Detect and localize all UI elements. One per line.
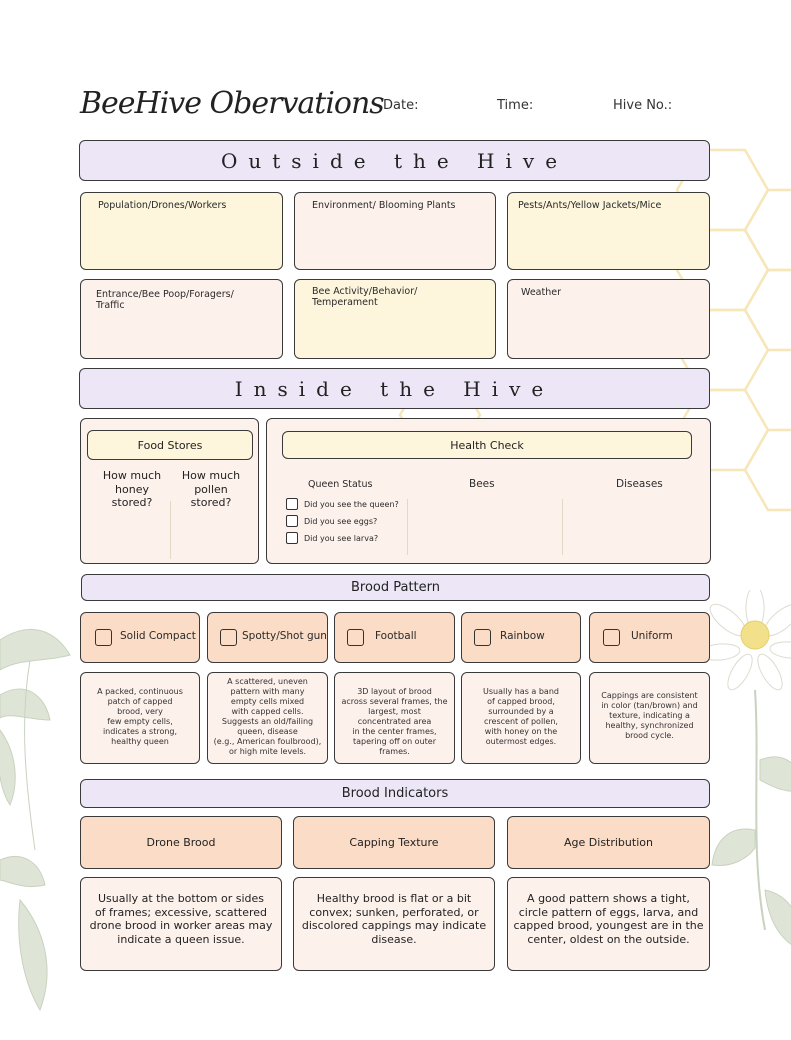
spotty-label: Spotty/Shot gun <box>242 630 327 642</box>
pattern-option-solid-compact[interactable] <box>80 612 200 663</box>
uniform-checkbox[interactable] <box>603 629 620 646</box>
capping-texture-text: Healthy brood is flat or a bit convex; sunken, perforated, or discolored cappings may indicate disease. <box>301 892 487 946</box>
population-label: Population/Drones/Workers <box>98 200 227 211</box>
pattern-desc-rainbow <box>461 672 581 764</box>
pests-box[interactable] <box>507 192 710 270</box>
pattern-desc-football <box>334 672 455 764</box>
health-check-panel <box>266 418 711 564</box>
pattern-option-football[interactable] <box>334 612 455 663</box>
queen-status-label: Queen Status <box>308 479 373 490</box>
weather-label: Weather <box>521 287 561 298</box>
football-checkbox[interactable] <box>347 629 364 646</box>
entrance-label: Entrance/Bee Poop/Foragers/ Traffic <box>96 289 234 311</box>
honey-question: How much honey stored? <box>102 469 162 509</box>
outside-hive-heading-text: Outside the Hive <box>220 148 569 173</box>
rainbow-label: Rainbow <box>500 630 545 642</box>
bee-activity-box[interactable] <box>294 279 496 359</box>
inside-hive-heading <box>79 368 710 409</box>
bees-label: Bees <box>469 478 495 490</box>
brood-indicators-heading <box>80 779 710 808</box>
food-divider <box>170 501 171 559</box>
capping-texture-box <box>293 877 495 971</box>
uniform-label: Uniform <box>631 630 673 642</box>
age-distribution-title-text: Age Distribution <box>564 836 653 849</box>
time-label: Time: <box>497 98 534 113</box>
uniform-description: Cappings are consistent in color (tan/brown) and texture, indicating a healthy, synchronized brood cycle. <box>601 691 698 740</box>
weather-box[interactable] <box>507 279 710 359</box>
queen-seen-label: Did you see the queen? <box>304 500 399 509</box>
pattern-option-uniform[interactable] <box>589 612 710 663</box>
spotty-checkbox[interactable] <box>220 629 237 646</box>
pollen-question: How much pollen stored? <box>181 469 241 509</box>
health-check-title-text: Health Check <box>450 438 524 452</box>
pattern-desc-solid-compact <box>80 672 200 764</box>
football-description: 3D layout of brood across several frames, the largest, most concentrated area in the center frames, tapering off on outer frames. <box>341 687 448 756</box>
health-divider-1 <box>407 499 408 555</box>
brood-pattern-heading <box>81 574 710 601</box>
spotty-description: A scattered, uneven pattern with many empty cells mixed with capped cells. Suggests an old/failing queen, disease (e.g., American foulbrood), or high mite levels. <box>213 677 322 756</box>
drone-brood-box <box>80 877 282 971</box>
page-title: BeeHive Obervations <box>80 86 384 121</box>
food-stores-title-text: Food Stores <box>137 438 203 452</box>
eggs-seen-label: Did you see eggs? <box>304 517 378 526</box>
solid-compact-checkbox[interactable] <box>95 629 112 646</box>
capping-texture-title <box>293 816 495 869</box>
solid-compact-description: A packed, continuous patch of capped brood, very few empty cells, indicates a strong, healthy queen <box>97 687 183 746</box>
date-label: Date: <box>383 98 419 113</box>
outside-hive-heading <box>79 140 710 181</box>
environment-box[interactable] <box>294 192 496 270</box>
environment-label: Environment/ Blooming Plants <box>312 200 456 211</box>
bee-activity-label: Bee Activity/Behavior/ Temperament <box>312 286 418 308</box>
entrance-box[interactable] <box>80 279 283 359</box>
queen-seen-checkbox[interactable] <box>286 498 298 510</box>
brood-pattern-heading-text: Brood Pattern <box>350 580 441 595</box>
pattern-desc-uniform <box>589 672 710 764</box>
food-stores-panel <box>80 418 259 564</box>
eggs-seen-checkbox[interactable] <box>286 515 298 527</box>
drone-brood-title-text: Drone Brood <box>146 836 216 849</box>
pattern-desc-spotty <box>207 672 328 764</box>
pests-label: Pests/Ants/Yellow Jackets/Mice <box>518 200 662 211</box>
rainbow-checkbox[interactable] <box>474 629 491 646</box>
drone-brood-text: Usually at the bottom or sides of frames; excessive, scattered drone brood in worker areas may indicate a queen issue. <box>89 892 273 946</box>
football-label: Football <box>375 630 417 642</box>
flower-decoration-right <box>700 590 791 1030</box>
age-distribution-box <box>507 877 710 971</box>
larva-seen-checkbox[interactable] <box>286 532 298 544</box>
health-check-title <box>282 431 692 459</box>
health-divider-2 <box>562 499 563 555</box>
diseases-label: Diseases <box>616 478 663 490</box>
hive-number-label: Hive No.: <box>613 98 673 113</box>
rainbow-description: Usually has a band of capped brood, surrounded by a crescent of pollen, with honey on the outermost edges. <box>483 687 559 746</box>
drone-brood-title <box>80 816 282 869</box>
solid-compact-label: Solid Compact <box>120 630 196 642</box>
brood-indicators-heading-text: Brood Indicators <box>341 786 449 801</box>
capping-texture-title-text: Capping Texture <box>349 836 439 849</box>
pattern-option-spotty[interactable] <box>207 612 328 663</box>
age-distribution-title <box>507 816 710 869</box>
pattern-option-rainbow[interactable] <box>461 612 581 663</box>
inside-hive-heading-text: Inside the Hive <box>234 376 555 401</box>
age-distribution-text: A good pattern shows a tight, circle pattern of eggs, larva, and capped brood, youngest are in the center, oldest on the outside. <box>513 892 704 946</box>
population-box[interactable] <box>80 192 283 270</box>
food-stores-title <box>87 430 253 460</box>
larva-seen-label: Did you see larva? <box>304 534 379 543</box>
